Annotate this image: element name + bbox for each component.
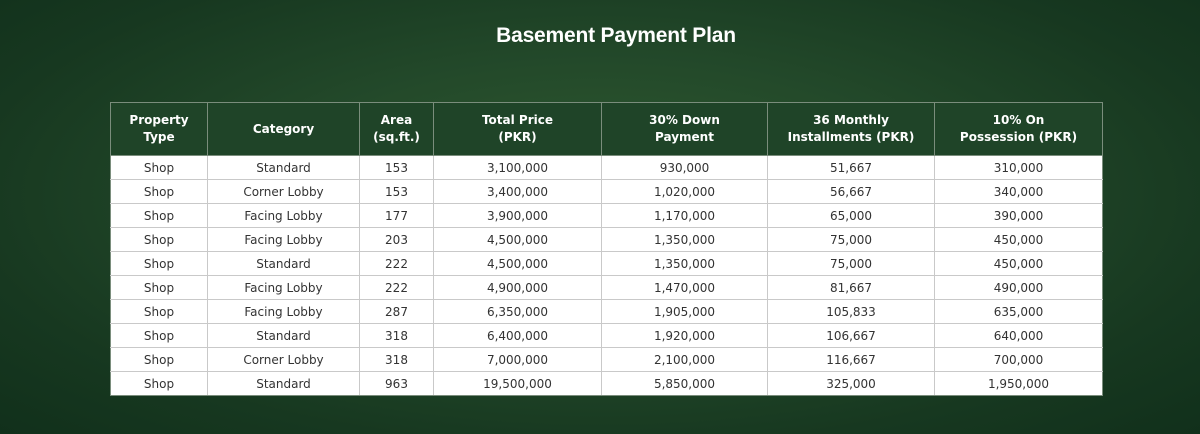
cell-total-price: 4,500,000 — [434, 252, 602, 276]
cell-monthly-installment: 56,667 — [768, 180, 935, 204]
cell-down-payment: 2,100,000 — [602, 348, 768, 372]
cell-property-type: Shop — [111, 276, 208, 300]
header-area: Area (sq.ft.) — [360, 103, 434, 156]
cell-property-type: Shop — [111, 204, 208, 228]
cell-category: Standard — [208, 324, 360, 348]
table-row — [111, 300, 1103, 324]
cell-down-payment: 1,020,000 — [602, 180, 768, 204]
cell-property-type: Shop — [111, 372, 208, 396]
header-property-type: Property Type — [111, 103, 208, 156]
cell-area: 177 — [360, 204, 434, 228]
table-row — [111, 252, 1103, 276]
cell-on-possession: 450,000 — [935, 252, 1103, 276]
cell-category: Facing Lobby — [208, 204, 360, 228]
cell-category: Facing Lobby — [208, 300, 360, 324]
cell-category: Corner Lobby — [208, 180, 360, 204]
cell-monthly-installment: 106,667 — [768, 324, 935, 348]
cell-monthly-installment: 81,667 — [768, 276, 935, 300]
cell-on-possession: 390,000 — [935, 204, 1103, 228]
cell-monthly-installment: 75,000 — [768, 228, 935, 252]
cell-category: Standard — [208, 252, 360, 276]
header-down-payment: 30% Down Payment — [602, 103, 768, 156]
cell-total-price: 4,500,000 — [434, 228, 602, 252]
cell-monthly-installment: 51,667 — [768, 156, 935, 180]
cell-on-possession: 635,000 — [935, 300, 1103, 324]
cell-down-payment: 1,470,000 — [602, 276, 768, 300]
cell-down-payment: 1,350,000 — [602, 252, 768, 276]
table-row — [111, 324, 1103, 348]
cell-total-price: 3,400,000 — [434, 180, 602, 204]
header-on-possession: 10% On Possession (PKR) — [935, 103, 1103, 156]
table-header-row — [111, 103, 1103, 156]
cell-down-payment: 930,000 — [602, 156, 768, 180]
cell-property-type: Shop — [111, 300, 208, 324]
table-row — [111, 204, 1103, 228]
cell-area: 153 — [360, 156, 434, 180]
cell-on-possession: 450,000 — [935, 228, 1103, 252]
cell-property-type: Shop — [111, 180, 208, 204]
cell-area: 203 — [360, 228, 434, 252]
cell-area: 318 — [360, 324, 434, 348]
cell-monthly-installment: 105,833 — [768, 300, 935, 324]
cell-down-payment: 1,920,000 — [602, 324, 768, 348]
cell-area: 318 — [360, 348, 434, 372]
cell-total-price: 6,350,000 — [434, 300, 602, 324]
cell-property-type: Shop — [111, 252, 208, 276]
cell-property-type: Shop — [111, 324, 208, 348]
cell-monthly-installment: 75,000 — [768, 252, 935, 276]
cell-category: Standard — [208, 372, 360, 396]
table-row — [111, 228, 1103, 252]
cell-monthly-installment: 65,000 — [768, 204, 935, 228]
table-row — [111, 372, 1103, 396]
cell-category: Facing Lobby — [208, 228, 360, 252]
table-row — [111, 276, 1103, 300]
cell-on-possession: 310,000 — [935, 156, 1103, 180]
cell-property-type: Shop — [111, 348, 208, 372]
cell-property-type: Shop — [111, 228, 208, 252]
cell-down-payment: 1,905,000 — [602, 300, 768, 324]
cell-category: Standard — [208, 156, 360, 180]
cell-on-possession: 490,000 — [935, 276, 1103, 300]
cell-on-possession: 700,000 — [935, 348, 1103, 372]
cell-total-price: 4,900,000 — [434, 276, 602, 300]
header-total-price: Total Price (PKR) — [434, 103, 602, 156]
cell-area: 222 — [360, 252, 434, 276]
cell-monthly-installment: 325,000 — [768, 372, 935, 396]
cell-area: 287 — [360, 300, 434, 324]
payment-plan-table — [110, 102, 1103, 396]
table-row — [111, 180, 1103, 204]
cell-area: 222 — [360, 276, 434, 300]
cell-total-price: 6,400,000 — [434, 324, 602, 348]
header-monthly-installments: 36 Monthly Installments (PKR) — [768, 103, 935, 156]
cell-down-payment: 1,350,000 — [602, 228, 768, 252]
cell-down-payment: 5,850,000 — [602, 372, 768, 396]
table-row — [111, 348, 1103, 372]
cell-total-price: 3,100,000 — [434, 156, 602, 180]
cell-area: 153 — [360, 180, 434, 204]
cell-category: Facing Lobby — [208, 276, 360, 300]
page-title: Basement Payment Plan — [496, 24, 736, 47]
header-category: Category — [208, 103, 360, 156]
cell-down-payment: 1,170,000 — [602, 204, 768, 228]
cell-property-type: Shop — [111, 156, 208, 180]
cell-total-price: 3,900,000 — [434, 204, 602, 228]
cell-on-possession: 640,000 — [935, 324, 1103, 348]
cell-on-possession: 340,000 — [935, 180, 1103, 204]
cell-on-possession: 1,950,000 — [935, 372, 1103, 396]
cell-monthly-installment: 116,667 — [768, 348, 935, 372]
table-row — [111, 156, 1103, 180]
cell-area: 963 — [360, 372, 434, 396]
cell-total-price: 7,000,000 — [434, 348, 602, 372]
cell-total-price: 19,500,000 — [434, 372, 602, 396]
cell-category: Corner Lobby — [208, 348, 360, 372]
